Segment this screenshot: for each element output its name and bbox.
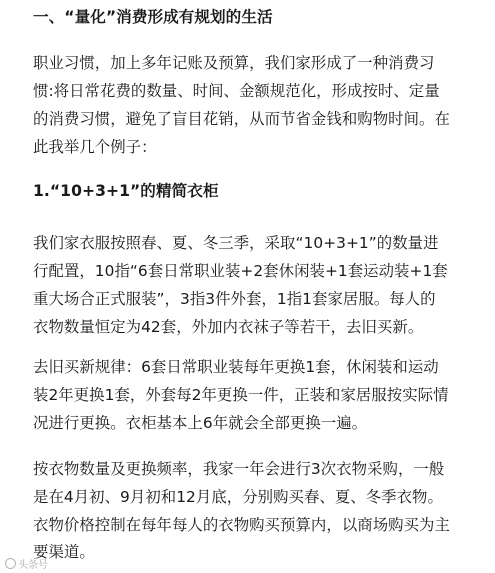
intro-line: 此我举几个例子： <box>33 138 157 156</box>
paragraph-line: 衣物数量恒定为42套，外加内衣袜子等若干，去旧买新。 <box>33 318 424 336</box>
paragraph-line: 我们家衣服按照春、夏、冬三季，采取“10+3+1”的数量进 <box>33 234 439 252</box>
intro-line: 的消费习惯，避免了盲目花销，从而节省金钱和购物时间。在 <box>33 110 450 128</box>
paragraph-line: 要渠道。 <box>33 543 95 561</box>
watermark-text: 头条号 <box>18 560 48 571</box>
section-title: 一、“量化”消费形成有规划的生活 <box>33 8 273 26</box>
watermark <box>5 556 48 571</box>
paragraph-line: 按衣物数量及更换频率，我家一年会进行3次衣物采购，一般 <box>33 460 445 478</box>
intro-line: 惯:将日常花费的数量、时间、金额规范化，形成按时、定量 <box>33 82 440 100</box>
paragraph-line: 况进行更换。衣柜基本上6年就会全部更换一遍。 <box>33 414 368 432</box>
paragraph-line: 衣物价格控制在每年每人的衣物购买预算内，以商场购买为主 <box>33 516 450 534</box>
subsection-title: 1.“10+3+1”的精简衣柜 <box>33 182 219 200</box>
paragraph-line: 去旧买新规律：6套日常职业装每年更换1套，休闲装和运动 <box>33 358 439 376</box>
paragraph-line: 装2年更换1套，外套每2年更换一件，正装和家居服按实际情 <box>33 386 449 404</box>
paragraph-line: 重大场合正式服装”，3指3件外套，1指1套家居服。每人的 <box>33 290 436 308</box>
intro-line: 职业习惯，加上多年记账及预算，我们家形成了一种消费习 <box>33 54 435 72</box>
paragraph-line: 行配置，10指“6套日常职业装+2套休闲装+1套运动装+1套 <box>33 262 448 280</box>
paragraph-line: 是在4月初、9月初和12月底，分别购买春、夏、冬季衣物。 <box>33 488 443 506</box>
watermark-logo-icon <box>5 558 16 569</box>
